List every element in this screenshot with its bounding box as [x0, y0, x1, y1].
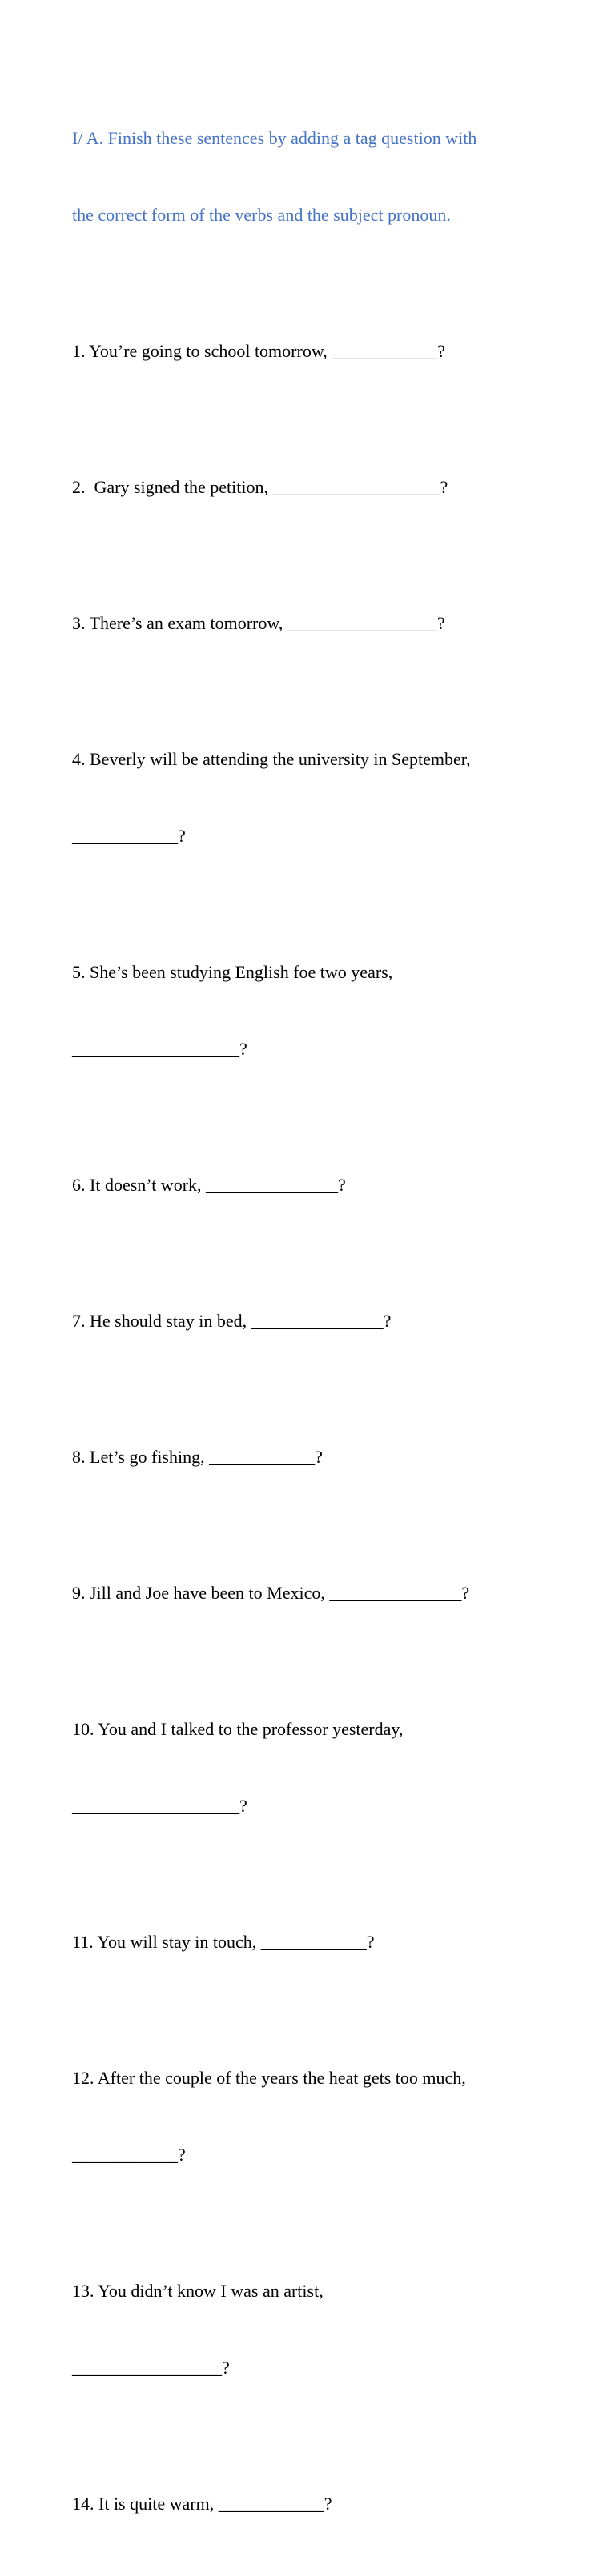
question-line: 8. Let’s go fishing, ____________?	[72, 1447, 323, 1467]
question-5	[72, 908, 553, 1113]
question-12	[72, 2014, 553, 2219]
question-2	[72, 423, 553, 551]
question-14	[72, 2440, 553, 2568]
question-9	[72, 1529, 553, 1657]
question-8	[72, 1393, 553, 1521]
question-line: 4. Beverly will be attending the university in September,	[72, 749, 471, 769]
question-11	[72, 1878, 553, 2006]
instructions-line-1: I/ A. Finish these sentences by adding a tag question with	[72, 128, 477, 148]
question-answer-blank: ____________?	[72, 2145, 186, 2165]
question-line: 12. After the couple of the years the heat gets too much,	[72, 2068, 466, 2088]
question-answer-blank: _________________?	[72, 2358, 230, 2378]
question-answer-blank: ___________________?	[72, 1796, 247, 1816]
question-6	[72, 1121, 553, 1249]
question-answer-blank: ____________?	[72, 826, 186, 846]
question-line: 14. It is quite warm, ____________?	[72, 2494, 332, 2514]
question-line: 3. There’s an exam tomorrow, _________________?	[72, 613, 445, 633]
question-answer-blank: ___________________?	[72, 1039, 247, 1059]
question-line: 13. You didn’t know I was an artist,	[72, 2281, 324, 2301]
question-13	[72, 2227, 553, 2432]
worksheet-page	[72, 74, 553, 2576]
instructions-heading	[72, 74, 553, 279]
instructions-line-2: the correct form of the verbs and the subject pronoun.	[72, 205, 451, 225]
question-line: 9. Jill and Joe have been to Mexico, _______________?	[72, 1583, 470, 1603]
question-line: 7. He should stay in bed, _______________?	[72, 1311, 392, 1331]
question-line: 5. She’s been studying English foe two years,	[72, 962, 393, 982]
question-10	[72, 1665, 553, 1870]
question-3	[72, 559, 553, 687]
question-line: 2. Gary signed the petition, ___________________?	[72, 477, 448, 497]
question-4	[72, 695, 553, 900]
question-line: 1. You’re going to school tomorrow, ____________?	[72, 341, 446, 361]
question-line: 11. You will stay in touch, ____________?	[72, 1932, 375, 1952]
question-1	[72, 287, 553, 415]
question-line: 6. It doesn’t work, _______________?	[72, 1175, 346, 1195]
question-line: 10. You and I talked to the professor yesterday,	[72, 1719, 404, 1739]
question-7	[72, 1257, 553, 1385]
